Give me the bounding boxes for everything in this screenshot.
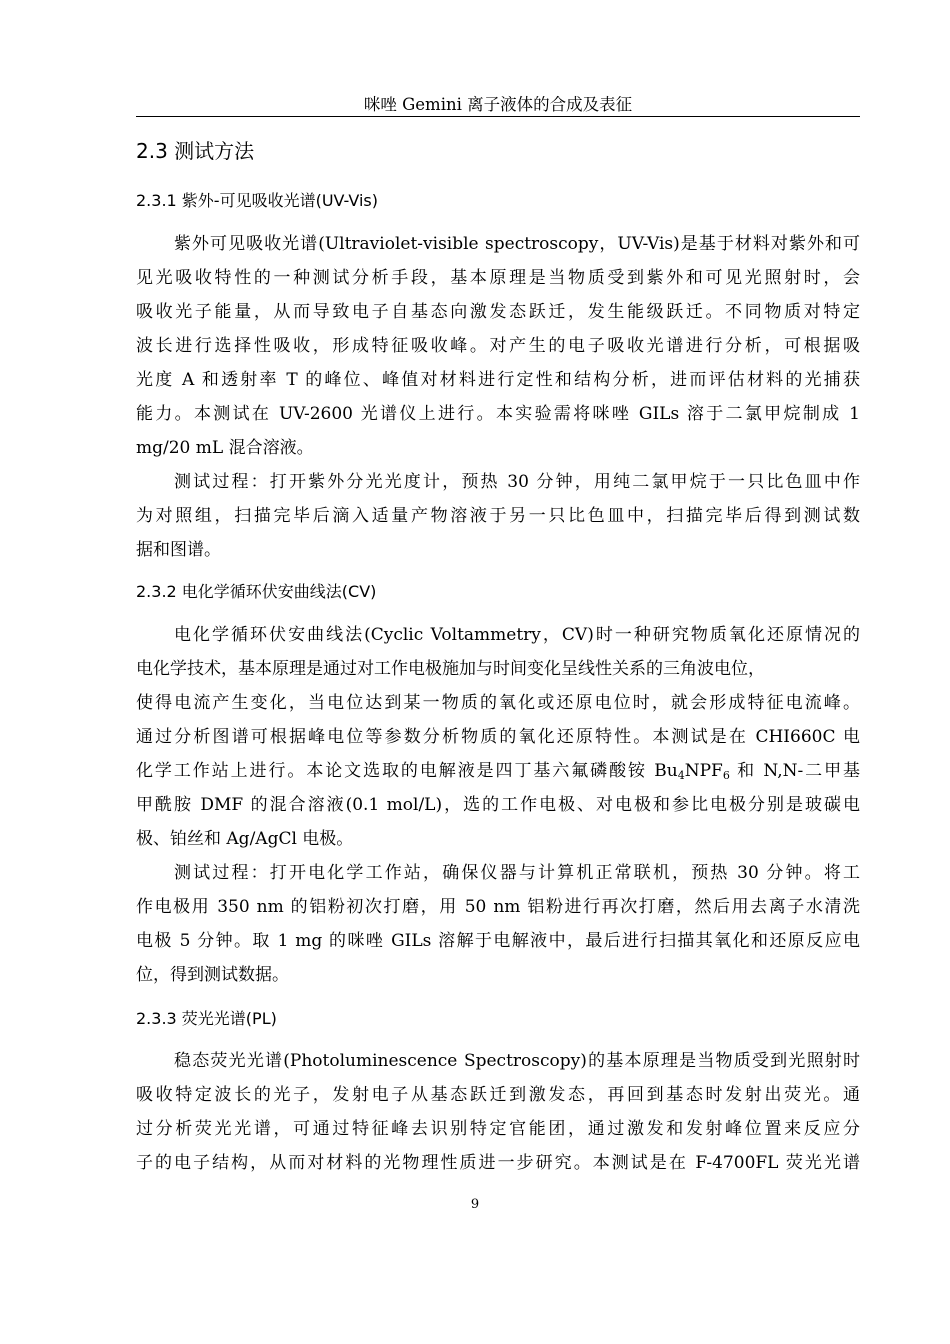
text-segment: 和 N,N-二甲基 bbox=[729, 761, 860, 781]
text-line: 测试过程：打开电化学工作站，确保仪器与计算机正常联机，预热 30 分钟。将工 bbox=[174, 863, 860, 883]
text-line: 光度 A 和透射率 T 的峰位、峰值对材料进行定性和结构分析，进而评估材料的光捕获 bbox=[136, 370, 860, 390]
text-segment: 化学工作站上进行。本论文选取的电解液是四丁基六氟磷酸铵 Bu bbox=[136, 761, 678, 781]
text-line: 吸收特定波长的光子，发射电子从基态跃迁到激发态，再回到基态时发射出荧光。通 bbox=[136, 1085, 860, 1105]
text-line: 波长进行选择性吸收，形成特征吸收峰。对产生的电子吸收光谱进行分析，可根据吸 bbox=[136, 336, 860, 356]
text-line: 紫外可见吸收光谱(Ultraviolet-visible spectroscopy，UV-Vis)是基于材料对紫外和可 bbox=[174, 234, 860, 254]
text-line: 稳态荧光光谱(Photoluminescence Spectroscopy)的基本原理是当物质受到光照射时 bbox=[174, 1051, 860, 1071]
running-header: 咪唑 Gemini 离子液体的合成及表征 bbox=[363, 95, 633, 114]
section-title: 2.3 测试方法 bbox=[136, 139, 255, 163]
paragraph-cv-procedure bbox=[136, 856, 860, 992]
text-line: 过分析荧光光谱，可通过特征峰去识别特定官能团，通过激发和发射峰位置来反应分 bbox=[136, 1119, 860, 1139]
text-line: 极、铂丝和 Ag/AgCl 电极。 bbox=[136, 829, 354, 849]
paragraph-pl-intro bbox=[136, 1044, 860, 1180]
text-line: 通过分析图谱可根据峰电位等参数分析物质的氧化还原特性。本测试是在 CHI660C 电 bbox=[136, 727, 860, 747]
paragraph-uv-procedure bbox=[136, 465, 860, 567]
text-line: 为对照组，扫描完毕后滴入适量产物溶液于另一只比色皿中，扫描完毕后得到测试数 bbox=[136, 506, 860, 526]
subscript: 6 bbox=[722, 769, 730, 782]
text-line: 测试过程：打开紫外分光光度计，预热 30 分钟，用纯二氯甲烷于一只比色皿中作 bbox=[174, 472, 860, 492]
paragraph-cv-intro bbox=[136, 618, 860, 856]
text-line: 使得电流产生变化，当电位达到某一物质的氧化或还原电位时，就会形成特征电流峰。 bbox=[136, 693, 860, 713]
text-line: 位，得到测试数据。 bbox=[136, 965, 289, 985]
header-rule bbox=[136, 116, 860, 117]
text-line: 据和图谱。 bbox=[136, 540, 221, 560]
text-segment: NPF bbox=[684, 761, 723, 781]
page-number: 9 bbox=[470, 1197, 480, 1212]
paragraph-uv-intro bbox=[136, 227, 860, 465]
subsection-heading-cv: 2.3.2 电化学循环伏安曲线法(CV) bbox=[136, 582, 377, 601]
text-line: 电化学技术，基本原理是通过对工作电极施加与时间变化呈线性关系的三角波电位， bbox=[136, 659, 765, 679]
text-line: 见光吸收特性的一种测试分析手段，基本原理是当物质受到紫外和可见光照射时，会 bbox=[136, 268, 860, 288]
text-line: 电极 5 分钟。取 1 mg 的咪唑 GILs 溶解于电解液中，最后进行扫描其氧化和还原反应电 bbox=[136, 931, 860, 951]
text-line: 能力。本测试在 UV-2600 光谱仪上进行。本实验需将咪唑 GILs 溶于二氯甲烷制成 1 bbox=[136, 404, 860, 424]
subsection-heading-uv-vis: 2.3.1 紫外-可见吸收光谱(UV-Vis) bbox=[136, 191, 378, 210]
text-line: 吸收光子能量，从而导致电子自基态向激发态跃迁，发生能级跃迁。不同物质对特定 bbox=[136, 302, 860, 322]
subscript: 4 bbox=[677, 769, 685, 782]
text-line-with-formula bbox=[136, 754, 860, 788]
subsection-heading-pl: 2.3.3 荧光光谱(PL) bbox=[136, 1009, 277, 1028]
text-line: 作电极用 350 nm 的铝粉初次打磨，用 50 nm 铝粉进行再次打磨，然后用去离子水清洗 bbox=[136, 897, 860, 917]
text-line: 甲酰胺 DMF 的混合溶液(0.1 mol/L)，选的工作电极、对电极和参比电极分别是玻碳电 bbox=[136, 795, 860, 815]
text-line: 子的电子结构，从而对材料的光物理性质进一步研究。本测试是在 F-4700FL 荧光光谱 bbox=[136, 1153, 860, 1173]
text-line: mg/20 mL 混合溶液。 bbox=[136, 438, 314, 458]
text-line: 电化学循环伏安曲线法(Cyclic Voltammetry，CV)时一种研究物质氧化还原情况的 bbox=[174, 625, 860, 645]
